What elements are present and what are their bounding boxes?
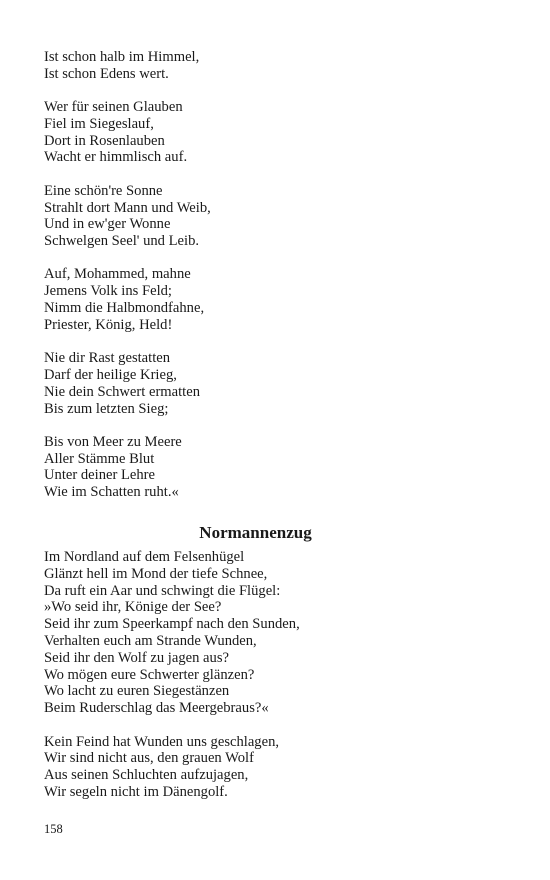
continued-poem (44, 49, 514, 501)
verse-line: Dort in Rosenlauben (44, 132, 165, 149)
verse-line: Wo mögen eure Schwerter glänzen? (44, 666, 255, 683)
stanza (44, 350, 514, 417)
verse-line: Unter deiner Lehre (44, 467, 156, 484)
verse-line: »Wo seid ihr, Könige der See? (44, 599, 222, 616)
verse-line: Im Nordland auf dem Felsenhügel (44, 549, 245, 566)
verse-line: Wie im Schatten ruht.« (44, 484, 179, 501)
verse-line: Seid ihr zum Speerkampf nach den Sunden, (44, 616, 300, 633)
stanza (44, 99, 514, 166)
verse-line: Glänzt hell im Mond der tiefe Schnee, (44, 565, 268, 582)
verse-line: Jemens Volk ins Feld; (44, 283, 172, 300)
verse-line: Wacht er himmlisch auf. (44, 149, 188, 166)
verse-line: Beim Ruderschlag das Meergebraus?« (44, 700, 269, 717)
verse-line: Fiel im Siegeslauf, (44, 115, 154, 132)
verse-line: Eine schön're Sonne (44, 182, 163, 199)
verse-line: Bis von Meer zu Meere (44, 433, 182, 450)
page-body (44, 49, 514, 801)
verse-line: Wer für seinen Glauben (44, 99, 183, 116)
stanza (44, 434, 514, 501)
verse-line: Nie dir Rast gestatten (44, 350, 171, 367)
verse-line: Nimm die Halbmondfahne, (44, 300, 205, 317)
stanza (44, 266, 514, 333)
verse-line: Aus seinen Schluchten aufzujagen, (44, 767, 249, 784)
verse-line: Wir segeln nicht im Dänengolf. (44, 783, 228, 800)
verse-line: Da ruft ein Aar und schwingt die Flügel: (44, 582, 281, 599)
verse-line: Darf der heilige Krieg, (44, 366, 177, 383)
verse-line: Ist schon Edens wert. (44, 65, 169, 82)
verse-line: Seid ihr den Wolf zu jagen aus? (44, 649, 229, 666)
stanza (44, 49, 514, 83)
verse-line: Schwelgen Seel' und Leib. (44, 233, 200, 250)
second-poem (44, 549, 514, 801)
verse-line: Verhalten euch am Strande Wunden, (44, 633, 257, 650)
stanza (44, 734, 514, 801)
verse-line: Kein Feind hat Wunden uns geschlagen, (44, 733, 280, 750)
verse-line: Aller Stämme Blut (44, 450, 155, 467)
poem-title: Normannenzug (199, 523, 312, 543)
verse-line: Auf, Mohammed, mahne (44, 266, 191, 283)
verse-line: Bis zum letzten Sieg; (44, 400, 169, 417)
verse-line: Strahlt dort Mann und Weib, (44, 199, 211, 216)
page-number: 158 (44, 822, 63, 836)
verse-line: Wo lacht zu euren Siegestänzen (44, 683, 230, 700)
verse-line: Wir sind nicht aus, den grauen Wolf (44, 750, 254, 767)
verse-line: Und in ew'ger Wonne (44, 216, 171, 233)
verse-line: Priester, König, Held! (44, 316, 173, 333)
verse-line: Nie dein Schwert ermatten (44, 383, 201, 400)
verse-line: Ist schon halb im Himmel, (44, 49, 200, 65)
stanza (44, 183, 514, 250)
stanza (44, 549, 514, 717)
